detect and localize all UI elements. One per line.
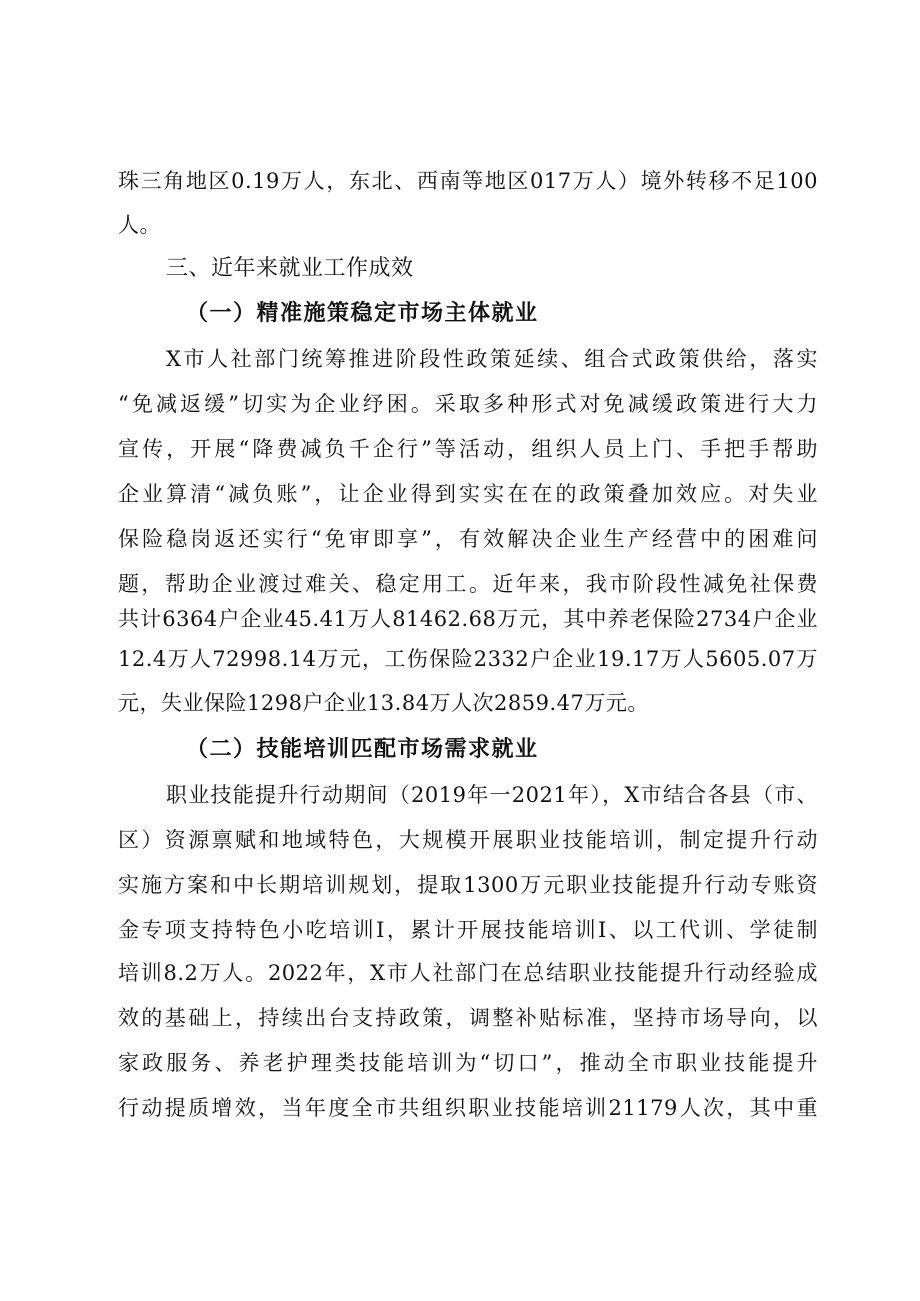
body-text-line: 职业技能提升行动期间（2019年一2021年），X市结合各县（市、 — [166, 783, 818, 807]
body-text-line: 保险稳岗返还实行“免审即享”，有效解决企业生产经营中的困难问 — [118, 527, 818, 551]
body-text-line: 效的基础上，持续出台支持政策，调整补贴标准，坚持市场导向，以 — [118, 1006, 818, 1030]
body-text-line: 实施方案和中长期培训规划，提取1300万元职业技能提升行动专账资 — [118, 873, 818, 897]
body-text-line: 人。 — [118, 213, 161, 237]
body-text-line: 企业算清“减负账”，让企业得到实实在在的政策叠加效应。对失业 — [118, 482, 818, 506]
section-heading: 三、近年来就业工作成效 — [166, 256, 414, 281]
body-text-line: 12.4万人72998.14万元，工伤保险2332户企业19.17万人5605.07万 — [118, 647, 818, 671]
body-text-line: 宣传，开展“降费减负千企行”等活动，组织人员上门、手把手帮助 — [118, 437, 818, 461]
body-text-line: 区）资源禀赋和地域特色，大规模开展职业技能培训，制定提升行动 — [118, 828, 818, 852]
body-text-line: 珠三角地区0.19万人，东北、西南等地区017万人）境外转移不足100 — [118, 169, 818, 193]
body-text-line: X市人社部门统筹推进阶段性政策延续、组合式政策供给，落实 — [166, 347, 818, 371]
body-text-line: 培训8.2万人。2022年，X市人社部门在总结职业技能提升行动经验成 — [118, 961, 818, 985]
body-text-line: 行动提质增效，当年度全市共组织职业技能培训21179人次，其中重 — [118, 1096, 818, 1120]
body-text-line: 金专项支持特色小吃培训I，累计开展技能培训I、以工代训、学徒制 — [118, 918, 818, 942]
body-text-line: 元，失业保险1298户企业13.84万人次2859.47万元。 — [118, 691, 649, 715]
subsection-heading: （一）精准施策稳定市场主体就业 — [186, 300, 539, 326]
body-text-line: “免减返缓”切实为企业纾困。采取多种形式对免减缓政策进行大力 — [118, 392, 818, 416]
body-text-line: 题，帮助企业渡过难关、稳定用工。近年来，我市阶段性减免社保费 — [118, 572, 818, 596]
body-text-line: 共计6364户企业45.41万人81462.68万元，其中养老保险2734户企业 — [118, 607, 818, 631]
subsection-heading: （二）技能培训匹配市场需求就业 — [186, 736, 539, 762]
body-text-line: 家政服务、养老护理类技能培训为“切口”，推动全市职业技能提升 — [118, 1051, 818, 1075]
